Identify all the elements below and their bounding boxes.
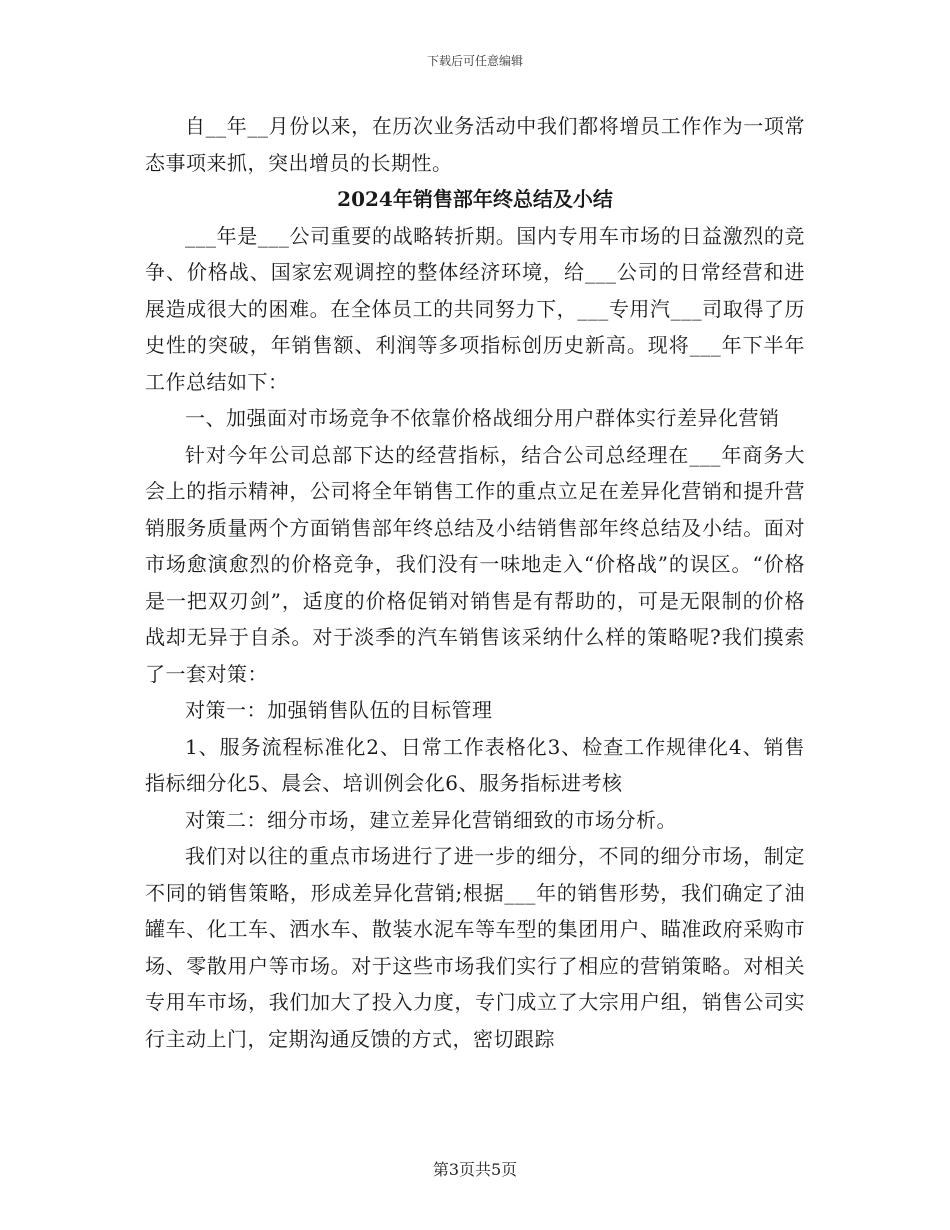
measure-1-list: 1、服务流程标准化2、日常工作表格化3、检查工作规律化4、销售指标细分化5、晨会、培训例会化6、服务指标进考核	[145, 734, 805, 795]
section-heading-1: 一、加强面对市场竞争不依靠价格战细分用户群体实行差异化营销	[185, 406, 780, 430]
paragraph-overview: ___年是___公司重要的战略转折期。国内专用车市场的日益激烈的竞争、价格战、国家宏观调控的整体经济环境，给___公司的日常经营和进展造成很大的困难。在全体员工的共同努力下，___专用汽___司取得了历史性的突破，年销售额、利润等多项指标创历史新高。现将___年下半年工作总结如下：	[145, 223, 805, 394]
intro-paragraph: 自__年__月份以来，在历次业务活动中我们都将增员工作作为一项常态事项来抓，突出增员的长期性。	[145, 114, 805, 175]
measure-1-heading: 对策一：加强销售队伍的目标管理	[185, 698, 493, 722]
paragraph-strategy: 针对今年公司总部下达的经营指标，结合公司总经理在___年商务大会上的指示精神，公司将全年销售工作的重点立足在差异化营销和提升营销服务质量两个方面销售部年终总结及小结销售部年终总结及小结。面对市场愈演愈烈的价格竞争，我们没有一味地走入“价格战”的误区。“价格是一把双刃剑”，适度的价格促销对销售是有帮助的，可是无限制的价格战却无异于自杀。对于淡季的汽车销售该采纳什么样的策略呢?我们摸索了一套对策：	[145, 442, 805, 686]
page-number: 第3页共5页	[432, 1160, 518, 1179]
measure-2-heading: 对策二：细分市场，建立差异化营销细致的市场分析。	[185, 807, 677, 832]
document-title: 2024年销售部年终总结及小结	[337, 187, 613, 211]
document-body	[145, 108, 805, 1057]
header-note: 下载后可任意编辑	[426, 54, 523, 68]
paragraph-market-segmentation: 我们对以往的重点市场进行了进一步的细分，不同的细分市场，制定不同的销售策略，形成差异化营销;根据___年的销售形势，我们确定了油罐车、化工车、洒水车、散装水泥车等车型的集团用户、瞄准政府采购市场、零散用户等市场。对于这些市场我们实行了相应的营销策略。对相关专用车市场，我们加大了投入力度，专门成立了大宗用户组，销售公司实行主动上门，定期沟通反馈的方式，密切跟踪	[145, 844, 805, 1051]
